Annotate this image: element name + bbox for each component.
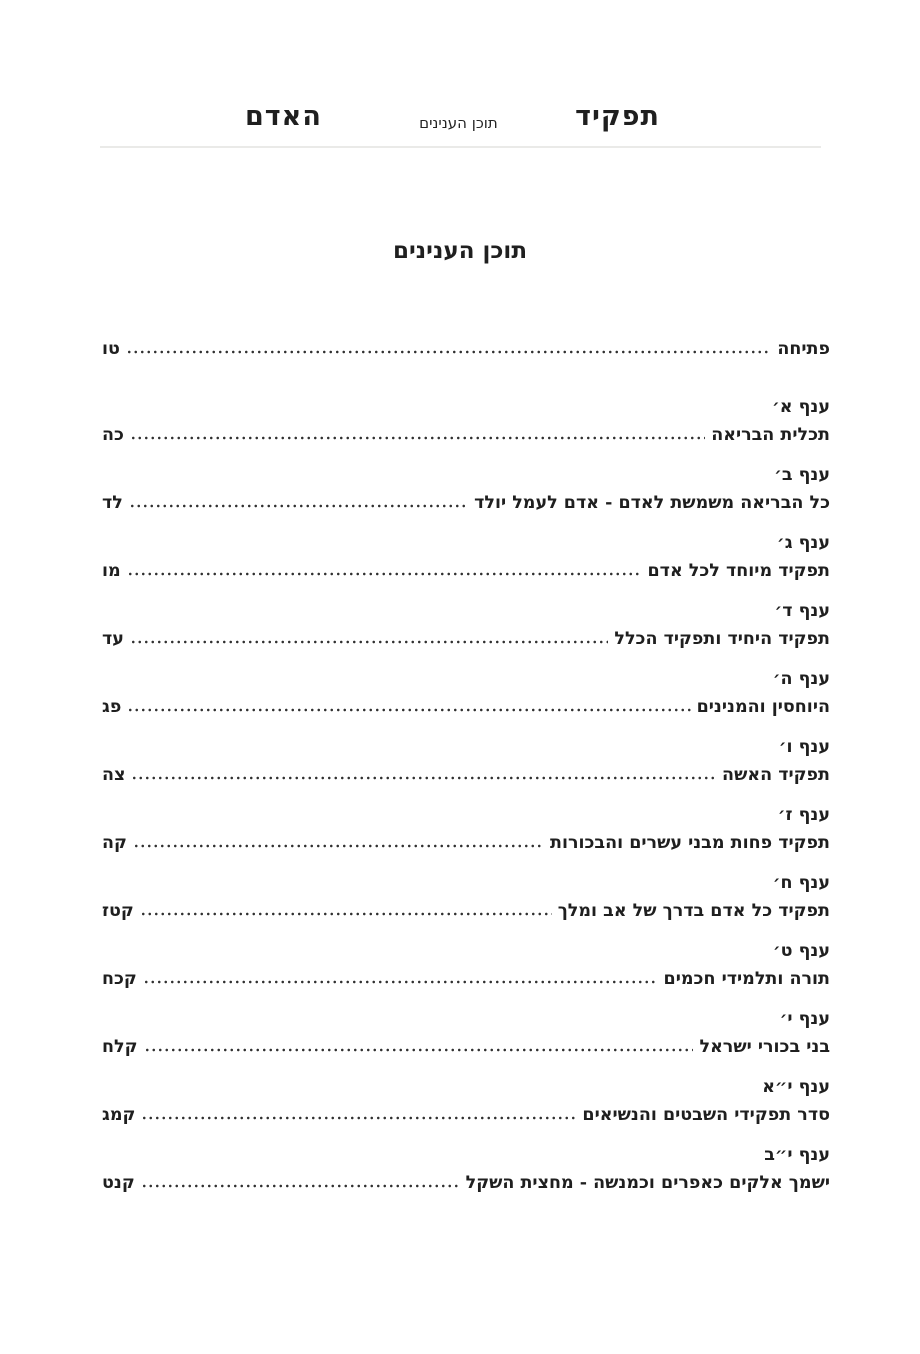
toc-entry-title: תכלית הבריאה [711, 425, 830, 445]
toc-entry-row [102, 696, 830, 718]
toc-entry-title: כל הבריאה משמשת לאדם - אדם לעמל יולד [474, 493, 830, 513]
toc-entry-title: תפקיד פחות מבני עשרים והבכורות [550, 833, 830, 853]
toc-entry-title: תפקיד האשה [722, 765, 830, 785]
toc-entry-page: צה [102, 765, 126, 785]
toc-group [102, 1076, 830, 1126]
toc-entry-page: קלח [102, 1037, 138, 1057]
toc-section-label: ענף ט׳ [772, 941, 830, 961]
toc-entry-row [102, 900, 830, 922]
dot-leader [127, 572, 642, 576]
toc-entry-row [102, 832, 830, 854]
dot-leader [126, 350, 771, 354]
toc-entry-row [102, 492, 830, 514]
toc-group [102, 396, 830, 446]
dot-leader [129, 504, 468, 508]
toc-group [102, 1144, 830, 1194]
toc-entry-title: היוחסין והמנינים [696, 697, 830, 717]
toc-section-label: ענף ג׳ [776, 533, 830, 553]
toc-entry-page: קטז [102, 901, 134, 921]
dot-leader [127, 708, 690, 712]
toc-entry-page: קנט [102, 1173, 135, 1193]
toc-section-label: ענף ח׳ [772, 873, 830, 893]
toc-section-label: ענף ד׳ [774, 601, 830, 621]
dot-leader [141, 1116, 576, 1120]
toc-section-label: ענף ו׳ [778, 737, 830, 757]
toc-group [102, 804, 830, 854]
toc-group [102, 668, 830, 718]
toc-entry-title: תפקיד מיוחד לכל אדם [647, 561, 830, 581]
toc-list [102, 338, 830, 1194]
toc-entry-row-intro [102, 338, 830, 360]
toc-entry-title: ישמך אלקים כאפרים וכמנשה - מחצית השקל [465, 1173, 830, 1193]
toc-group [102, 872, 830, 922]
toc-group [102, 1008, 830, 1058]
toc-entry-row [102, 560, 830, 582]
toc-entry-row [102, 968, 830, 990]
toc-entry-page: כה [102, 425, 124, 445]
dot-leader [140, 912, 552, 916]
toc-group [102, 464, 830, 514]
toc-entry-title: בני בכורי ישראל [699, 1037, 830, 1057]
toc-entry-title: פתיחה [777, 339, 830, 359]
toc-entry-row [102, 1036, 830, 1058]
toc-entry-page: לד [102, 493, 123, 513]
toc-section-label: ענף ב׳ [774, 465, 830, 485]
toc-entry-title: תפקיד היחיד ותפקיד הכלל [614, 629, 830, 649]
toc-section-label: ענף ה׳ [772, 669, 830, 689]
toc-entry-page: פג [102, 697, 122, 717]
header-book-title-right: תפקיד [575, 101, 660, 132]
toc-group [102, 600, 830, 650]
toc-entry-page: קכח [102, 969, 137, 989]
toc-entry-page: מו [102, 561, 121, 581]
toc-entry-row [102, 424, 830, 446]
dot-leader [141, 1184, 460, 1188]
toc-entry-page: טו [102, 339, 120, 359]
header-divider [100, 146, 821, 148]
toc-entry-page: קה [102, 833, 127, 853]
toc-entry-row [102, 1104, 830, 1126]
toc-group [102, 736, 830, 786]
header-book-title-left: האדם [245, 101, 322, 132]
toc-entry-title: תורה ותלמידי חכמים [663, 969, 830, 989]
dot-leader [130, 436, 705, 440]
toc-entry-row [102, 1172, 830, 1194]
dot-leader [144, 1048, 694, 1052]
toc-entry-page: קמג [102, 1105, 136, 1125]
dot-leader [143, 980, 658, 984]
page-title: תוכן הענינים [392, 237, 528, 264]
toc-entry-row [102, 764, 830, 786]
toc-group [102, 532, 830, 582]
toc-entry-title: סדר תפקידי השבטים והנשיאים [582, 1105, 830, 1125]
toc-section-label: ענף א׳ [772, 397, 830, 417]
toc-entry-page: עד [102, 629, 124, 649]
running-header [0, 101, 920, 143]
header-section-label: תוכן הענינים [419, 114, 498, 132]
dot-leader [130, 640, 608, 644]
toc-entry-title: תפקיד כל אדם בדרך של אב ומלך [557, 901, 830, 921]
dot-leader [131, 776, 716, 780]
toc-section-label: ענף י״ב [764, 1145, 830, 1165]
toc-entry-row [102, 628, 830, 650]
toc-section-label: ענף י׳ [779, 1009, 830, 1029]
toc-group [102, 940, 830, 990]
dot-leader [133, 844, 544, 848]
toc-section-label: ענף ז׳ [777, 805, 830, 825]
toc-section-label: ענף י״א [762, 1077, 830, 1097]
